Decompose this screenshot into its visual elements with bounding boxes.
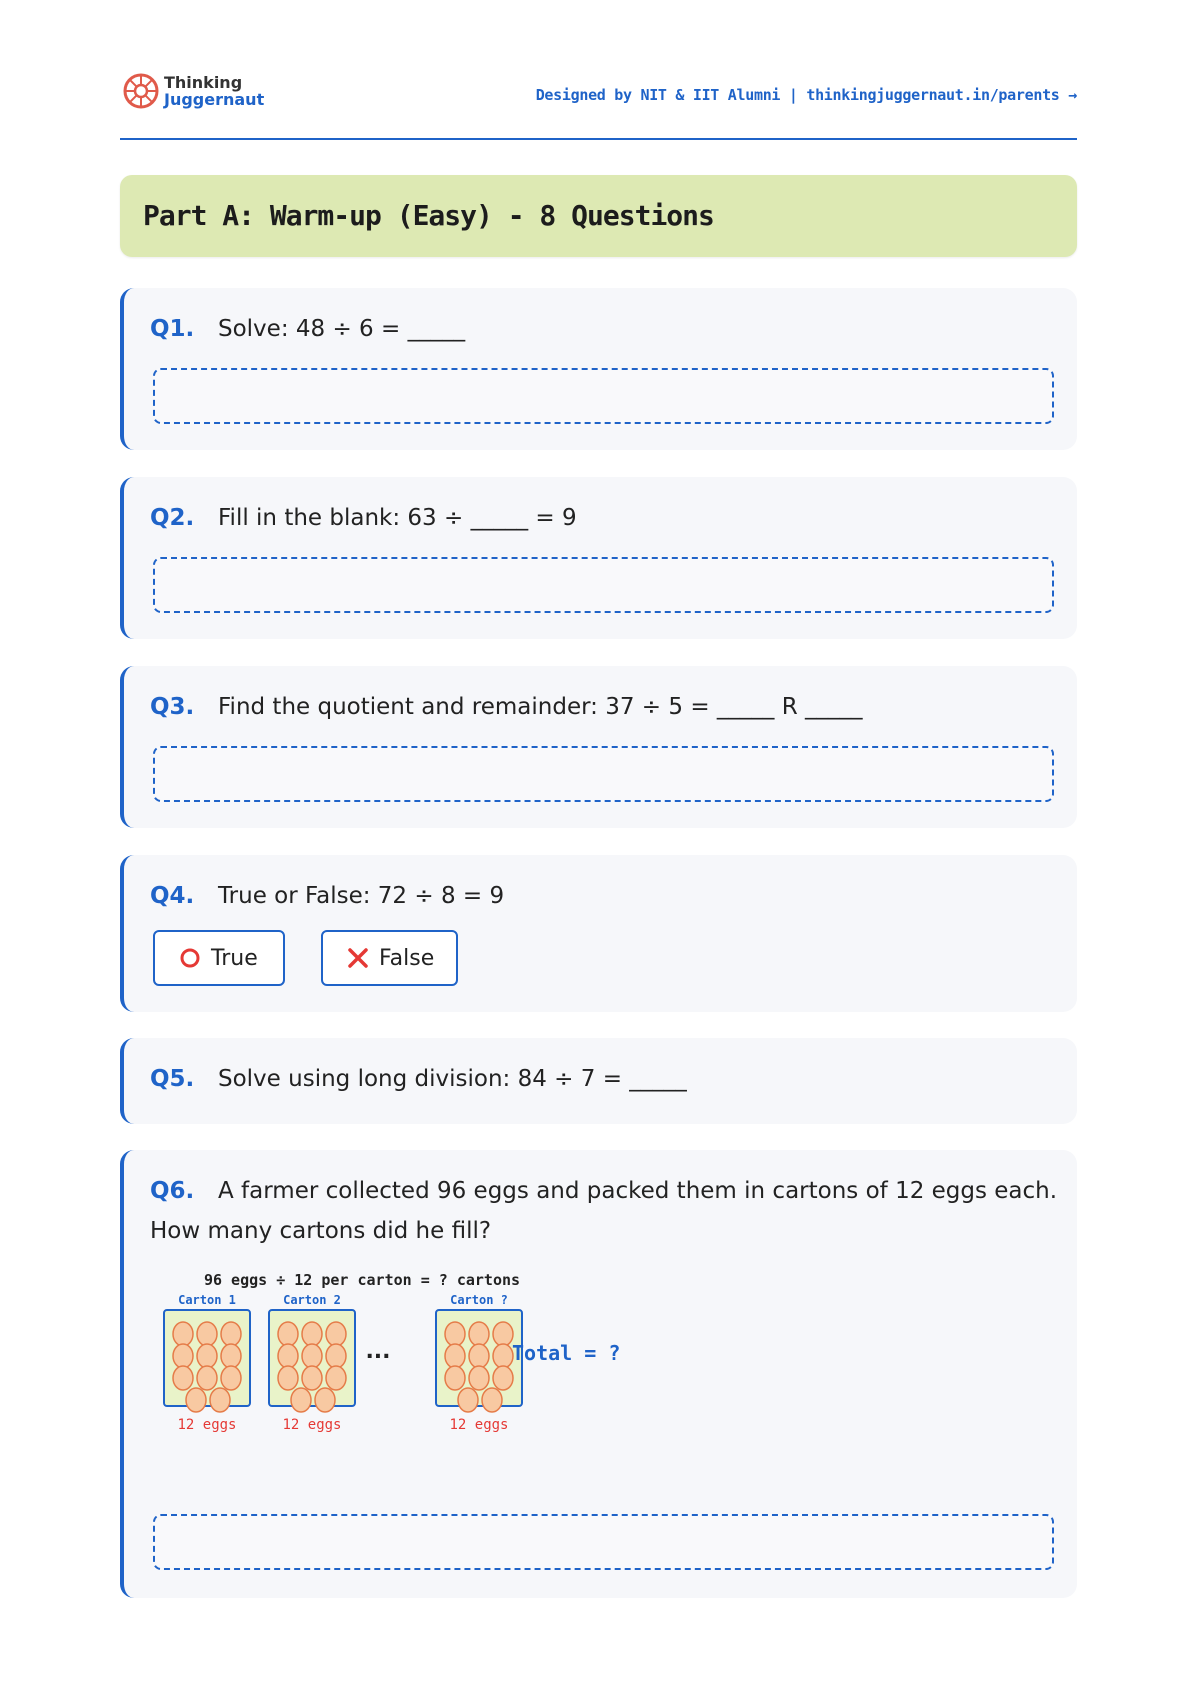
- carton-count-label: 12 eggs: [177, 1417, 237, 1433]
- egg: [186, 1388, 206, 1412]
- egg: [173, 1322, 193, 1346]
- egg: [197, 1344, 217, 1368]
- answer-box[interactable]: [153, 746, 1054, 802]
- egg: [291, 1388, 311, 1412]
- logo-line-1: Thinking: [164, 73, 243, 92]
- egg: [221, 1366, 241, 1390]
- question-number: Q2.: [150, 505, 195, 531]
- egg: [315, 1388, 335, 1412]
- egg: [445, 1322, 465, 1346]
- egg: [278, 1344, 298, 1368]
- header-tagline-link[interactable]: Designed by NIT & IIT Alumni | thinkingjuggernaut.in/parents →: [535, 86, 1077, 104]
- diagram-title: 96 eggs ÷ 12 per carton = ? cartons: [203, 1271, 521, 1289]
- carton: [436, 1293, 522, 1433]
- carton-label: Carton 2: [283, 1293, 341, 1307]
- egg: [469, 1322, 489, 1346]
- cross-icon: [347, 947, 369, 969]
- egg: [469, 1344, 489, 1368]
- egg: [197, 1322, 217, 1346]
- logo[interactable]: [122, 72, 264, 110]
- question-text-line-2: How many cartons did he fill?: [150, 1218, 492, 1244]
- egg: [221, 1344, 241, 1368]
- carton-count-label: 12 eggs: [282, 1417, 342, 1433]
- logo-wheel-icon: [122, 72, 160, 110]
- question-number: Q1.: [150, 316, 195, 342]
- egg: [173, 1366, 193, 1390]
- carton-label: Carton 1: [178, 1293, 236, 1307]
- question-number: Q6.: [150, 1178, 195, 1204]
- true-option-button[interactable]: [153, 930, 285, 986]
- egg: [445, 1344, 465, 1368]
- true-option-label: True: [211, 945, 258, 971]
- egg: [469, 1366, 489, 1390]
- question-number: Q4.: [150, 883, 195, 909]
- ellipsis: ...: [365, 1339, 391, 1364]
- egg: [278, 1366, 298, 1390]
- false-option-label: False: [379, 945, 435, 971]
- egg: [302, 1344, 322, 1368]
- question-text: Find the quotient and remainder: 37 ÷ 5 = _____ R _____: [218, 694, 863, 720]
- egg: [302, 1322, 322, 1346]
- question-number: Q5.: [150, 1066, 195, 1092]
- egg: [326, 1344, 346, 1368]
- section-banner: [120, 175, 1077, 257]
- question-text: Solve: 48 ÷ 6 = _____: [218, 316, 466, 342]
- question-text: True or False: 72 ÷ 8 = 9: [218, 883, 505, 909]
- carton: [164, 1293, 250, 1433]
- answer-box[interactable]: [153, 557, 1054, 613]
- answer-box[interactable]: [153, 1514, 1054, 1570]
- egg: [210, 1388, 230, 1412]
- egg: [278, 1322, 298, 1346]
- logo-line-2: Juggernaut: [164, 90, 265, 109]
- question-card-4: [120, 855, 1077, 1012]
- question-card-6: [120, 1150, 1077, 1598]
- question-card-3: [120, 666, 1077, 828]
- egg: [493, 1344, 513, 1368]
- false-option-button[interactable]: [321, 930, 458, 986]
- egg-carton-diagram: [154, 1268, 674, 1468]
- page-header: [120, 64, 1077, 140]
- egg: [493, 1366, 513, 1390]
- question-card-5: [120, 1038, 1077, 1124]
- egg: [221, 1322, 241, 1346]
- circle-icon: [179, 947, 201, 969]
- egg: [173, 1344, 193, 1368]
- carton-label: Carton ?: [450, 1293, 508, 1307]
- question-text: Fill in the blank: 63 ÷ _____ = 9: [218, 505, 577, 531]
- question-number: Q3.: [150, 694, 195, 720]
- egg: [326, 1322, 346, 1346]
- egg: [302, 1366, 322, 1390]
- answer-box[interactable]: [153, 368, 1054, 424]
- egg: [482, 1388, 502, 1412]
- egg: [493, 1322, 513, 1346]
- question-text: Solve using long division: 84 ÷ 7 = _____: [218, 1066, 687, 1092]
- question-text-line-1: A farmer collected 96 eggs and packed them in cartons of 12 eggs each.: [218, 1178, 1058, 1204]
- question-card-2: [120, 477, 1077, 639]
- section-title: Part A: Warm-up (Easy) - 8 Questions: [143, 199, 714, 232]
- egg: [197, 1366, 217, 1390]
- egg: [326, 1366, 346, 1390]
- carton-count-label: 12 eggs: [449, 1417, 509, 1433]
- total-label: Total = ?: [512, 1341, 621, 1365]
- egg: [445, 1366, 465, 1390]
- question-card-1: [120, 288, 1077, 450]
- egg: [458, 1388, 478, 1412]
- carton: [269, 1293, 355, 1433]
